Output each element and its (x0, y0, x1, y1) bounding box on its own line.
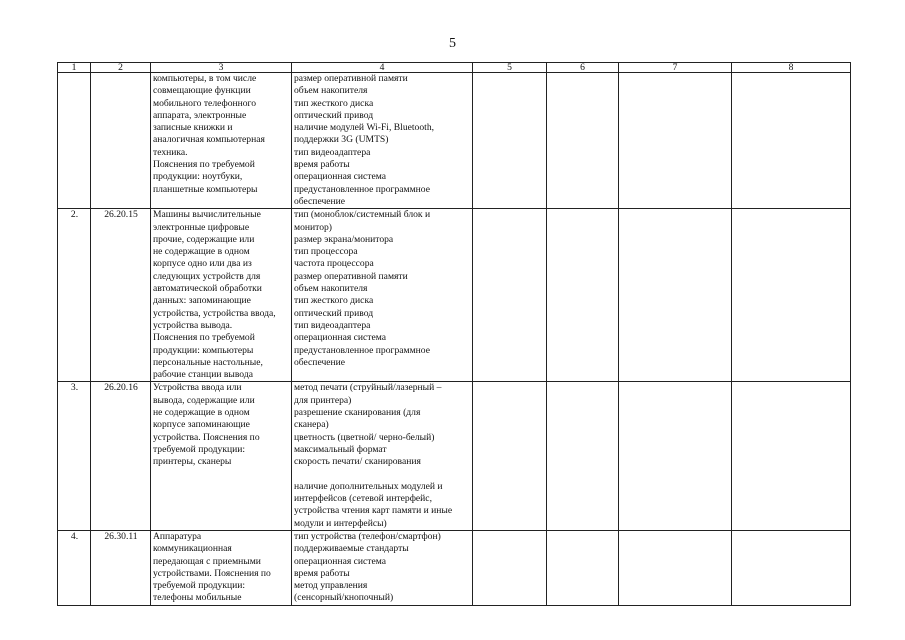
characteristic-line: предустановленное программное (294, 344, 430, 356)
characteristic-line: цветность (цветной/ черно-белый) (294, 431, 435, 443)
characteristic-line: метод печати (струйный/лазерный – (294, 382, 442, 394)
characteristic-line: тип видеоадаптера (294, 146, 371, 158)
requirements-table (57, 62, 851, 606)
characteristic-line: операционная система (294, 171, 387, 183)
characteristic-line: время работы (294, 159, 350, 171)
table-row (58, 530, 851, 605)
characteristic-line: интерфейсов (сетевой интерфейс, (294, 493, 432, 505)
product-name-line: вывода, содержащие или (153, 394, 255, 406)
characteristic-line: операционная система (294, 555, 387, 567)
product-name-line: мобильного телефонного (153, 97, 257, 109)
product-name-line: корпусе запоминающие (153, 419, 250, 431)
characteristic-line: объем накопителя (294, 85, 368, 97)
empty-cell-col-6 (547, 382, 619, 531)
product-name-line: корпусе одно или два из (153, 258, 252, 270)
header-col-5: 5 (473, 63, 547, 73)
product-name-line: устройства, устройства ввода, (153, 307, 276, 319)
characteristic-line: тип жесткого диска (294, 97, 374, 109)
product-name-line: Аппаратура (153, 530, 202, 542)
empty-cell-col-5 (473, 73, 547, 209)
table-body (58, 73, 851, 606)
product-name-line: продукции: компьютеры (153, 344, 254, 356)
characteristic-line: время работы (294, 567, 350, 579)
characteristic-line: (сенсорный/кнопочный) (294, 592, 394, 604)
characteristic-line: размер оперативной памяти (294, 73, 408, 84)
product-name-line: не содержащие в одном (153, 407, 250, 419)
characteristic-line: тип процессора (294, 246, 358, 258)
product-name-line: персональные настольные, (153, 356, 263, 368)
characteristic-line: обеспечение (294, 195, 346, 207)
product-name-line: телефоны мобильные (153, 592, 242, 604)
characteristic-line: разрешение сканирования (для (294, 407, 421, 419)
empty-cell-col-6 (547, 73, 619, 209)
characteristic-line: размер экрана/монитора (294, 233, 394, 245)
header-col-2: 2 (91, 63, 151, 73)
product-name-line: следующих устройств для (153, 270, 261, 282)
characteristic-line: оптический привод (294, 307, 374, 319)
product-name-line: планшетные компьютеры (153, 183, 258, 195)
product-name-line: принтеры, сканеры (153, 456, 232, 468)
empty-cell-col-5 (473, 209, 547, 382)
characteristic-line: операционная система (294, 332, 387, 344)
product-name-line: электронные цифровые (153, 221, 250, 233)
characteristic-line: модули и интерфейсы) (294, 517, 387, 529)
okpd2-code: 26.30.11 (91, 530, 151, 605)
header-col-6: 6 (547, 63, 619, 73)
product-name-line: передающая с приемными (153, 555, 261, 567)
header-col-7: 7 (619, 63, 732, 73)
product-name-line: устройства. Пояснения по (153, 431, 260, 443)
row-number (58, 73, 91, 209)
product-name-line: Машины вычислительные (153, 209, 261, 221)
empty-cell-col-7 (619, 382, 732, 531)
product-name-cell (151, 530, 292, 605)
header-col-8: 8 (732, 63, 851, 73)
table-row (58, 209, 851, 382)
characteristic-line: тип жесткого диска (294, 295, 374, 307)
characteristic-line: устройства чтения карт памяти и иные (294, 505, 453, 517)
product-name-line: Пояснения по требуемой (153, 159, 255, 171)
okpd2-code (91, 73, 151, 209)
characteristics-cell (292, 209, 473, 382)
characteristic-line: частота процессора (294, 258, 374, 270)
product-name-line: не содержащие в одном (153, 246, 250, 258)
product-name-line: аппарата, электронные (153, 109, 247, 121)
product-name-line: техника. (153, 146, 188, 158)
characteristic-line: обеспечение (294, 356, 346, 368)
characteristic-line: сканера) (294, 419, 329, 431)
product-name-line: совмещающие функции (153, 85, 251, 97)
product-name-line: Устройства ввода или (153, 382, 242, 394)
characteristic-line: наличие модулей Wi-Fi, Bluetooth, (294, 122, 435, 134)
characteristics-cell (292, 530, 473, 605)
product-name-line: продукции: ноутбуки, (153, 171, 243, 183)
characteristic-line: метод управления (294, 580, 368, 592)
characteristic-line: оптический привод (294, 109, 374, 121)
product-name-line: аналогичная компьютерная (153, 134, 265, 146)
empty-cell-col-8 (732, 530, 851, 605)
header-col-4: 4 (292, 63, 473, 73)
okpd2-code: 26.20.16 (91, 382, 151, 531)
product-name-line: данных: запоминающие (153, 295, 251, 307)
table-row (58, 382, 851, 531)
product-name-cell (151, 382, 292, 531)
empty-cell-col-5 (473, 382, 547, 531)
empty-cell-col-6 (547, 530, 619, 605)
product-name-line: записные книжки и (153, 122, 233, 134)
product-name-line: коммуникационная (153, 543, 232, 555)
product-name-cell (151, 209, 292, 382)
row-number: 2. (58, 209, 91, 382)
okpd2-code: 26.20.15 (91, 209, 151, 382)
characteristic-line: для принтера) (294, 394, 352, 406)
characteristic-line: объем накопителя (294, 283, 368, 295)
empty-cell-col-8 (732, 382, 851, 531)
header-col-1: 1 (58, 63, 91, 73)
empty-cell-col-5 (473, 530, 547, 605)
empty-cell-col-7 (619, 530, 732, 605)
characteristic-line: максимальный формат (294, 443, 387, 455)
characteristic-line: монитор) (294, 221, 332, 233)
row-number: 4. (58, 530, 91, 605)
product-name-line: требуемой продукции: (153, 443, 246, 455)
row-number: 3. (58, 382, 91, 531)
product-name-line: компьютеры, в том числе (153, 73, 257, 84)
characteristic-line: поддерживаемые стандарты (294, 543, 409, 555)
characteristic-line: тип устройства (телефон/смартфон) (294, 530, 441, 542)
characteristic-line: скорость печати/ сканирования (294, 456, 421, 468)
characteristics-cell (292, 73, 473, 209)
page-number: 5 (449, 36, 456, 51)
empty-cell-col-8 (732, 73, 851, 209)
characteristic-line: тип (моноблок/системный блок и (294, 209, 431, 221)
product-name-line: прочие, содержащие или (153, 233, 255, 245)
blank-line (294, 469, 471, 481)
empty-cell-col-6 (547, 209, 619, 382)
characteristic-line: предустановленное программное (294, 183, 430, 195)
empty-cell-col-8 (732, 209, 851, 382)
product-name-cell (151, 73, 292, 209)
product-name-line: требуемой продукции: (153, 580, 246, 592)
product-name-line: устройства вывода. (153, 319, 233, 331)
header-row (58, 63, 851, 73)
characteristic-line: наличие дополнительных модулей и (294, 480, 443, 492)
product-name-line: автоматической обработки (153, 283, 262, 295)
empty-cell-col-7 (619, 209, 732, 382)
product-name-line: Пояснения по требуемой (153, 332, 255, 344)
empty-cell-col-7 (619, 73, 732, 209)
characteristics-cell (292, 382, 473, 531)
characteristic-line: тип видеоадаптера (294, 319, 371, 331)
characteristic-line: размер оперативной памяти (294, 270, 408, 282)
product-name-line: рабочие станции вывода (153, 369, 253, 381)
header-col-3: 3 (151, 63, 292, 73)
table-row (58, 73, 851, 209)
product-name-line: устройствами. Пояснения по (153, 567, 271, 579)
characteristic-line: поддержки 3G (UMTS) (294, 134, 389, 146)
